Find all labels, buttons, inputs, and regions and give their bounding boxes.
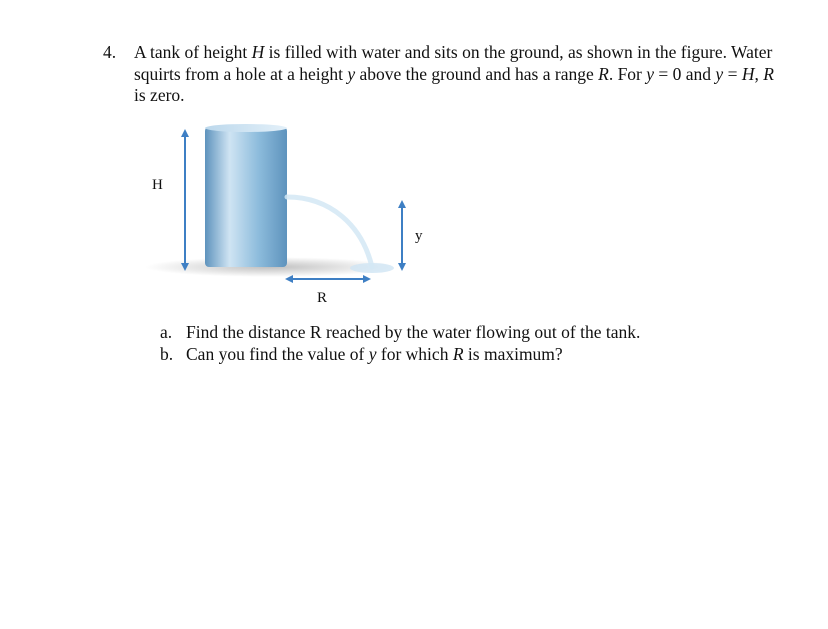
problem-statement: A tank of height H is filled with water and sits on the ground, as shown in the figure. Water squirts from a hole at a height y above the ground and has a range R. For y = 0 and y = H, R is zero.	[134, 42, 774, 105]
water-tank	[205, 127, 287, 267]
water-stream	[287, 197, 372, 267]
height-label: H	[152, 177, 163, 193]
hole-height-label: y	[415, 228, 423, 244]
subpart-text: Find the distance R reached by the water flowing out of the tank.	[186, 322, 641, 342]
water-tank-figure	[140, 115, 430, 320]
tank-top	[205, 124, 287, 132]
subpart-text: Can you find the value of y for which R is maximum?	[186, 344, 563, 364]
range-label: R	[317, 290, 328, 306]
tank-diagram	[140, 115, 430, 320]
subpart-a	[160, 321, 640, 343]
subpart-b	[160, 343, 640, 365]
subpart-marker: b.	[160, 344, 174, 364]
problem-4	[103, 42, 783, 107]
subpart-marker: a.	[160, 322, 173, 342]
problem-number: 4.	[103, 42, 117, 62]
subparts-list	[160, 321, 640, 365]
